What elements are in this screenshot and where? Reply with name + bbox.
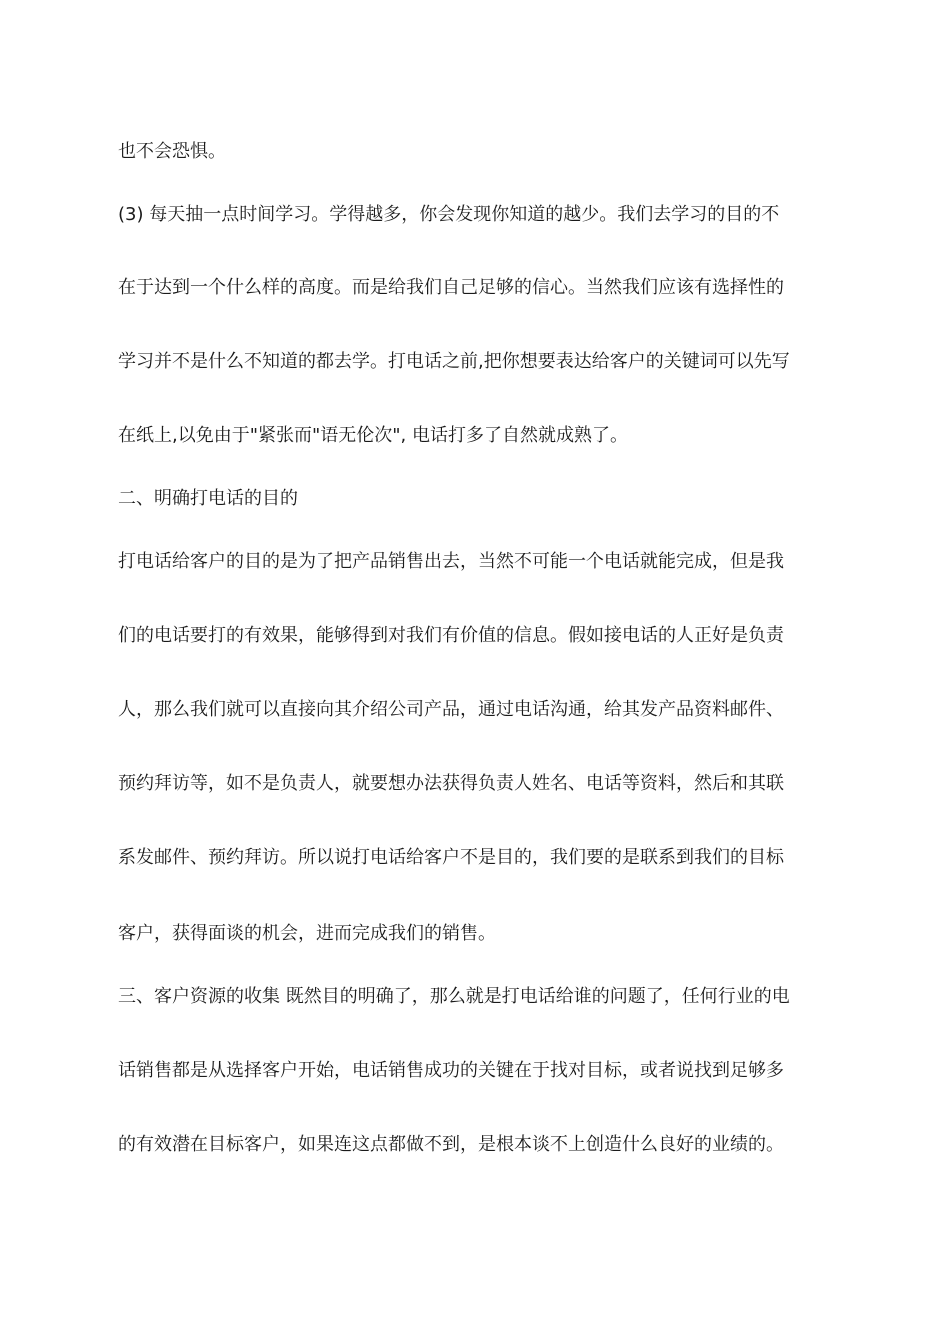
section-heading: 二、明确打电话的目的: [118, 488, 298, 509]
text-line: 人，那么我们就可以直接向其介绍公司产品，通过电话沟通，给其发产品资料邮件、: [118, 699, 784, 720]
text-line: 打电话给客户的目的是为了把产品销售出去，当然不可能一个电话就能完成，但是我: [118, 551, 784, 572]
text-line: 在于达到一个什么样的高度。而是给我们自己足够的信心。当然我们应该有选择性的: [118, 277, 784, 298]
text-line: 学习并不是什么不知道的都去学。打电话之前,把你想要表达给客户的关键词可以先写: [118, 351, 790, 372]
text-line: 系发邮件、预约拜访。所以说打电话给客户不是目的，我们要的是联系到我们的目标: [118, 847, 784, 868]
section-heading: 三、客户资源的收集 既然目的明确了，那么就是打电话给谁的问题了，任何行业的电: [118, 986, 790, 1007]
text-line: 的有效潜在目标客户，如果连这点都做不到，是根本谈不上创造什么良好的业绩的。: [118, 1134, 784, 1155]
text-line: 话销售都是从选择客户开始，电话销售成功的关键在于找对目标，或者说找到足够多: [118, 1060, 784, 1081]
text-line: 客户，获得面谈的机会，进而完成我们的销售。: [118, 923, 496, 944]
text-line: 也不会恐惧。: [118, 141, 226, 162]
text-line: 预约拜访等，如不是负责人，就要想办法获得负责人姓名、电话等资料，然后和其联: [118, 773, 784, 794]
text-line: 们的电话要打的有效果，能够得到对我们有价值的信息。假如接电话的人正好是负责: [118, 625, 784, 646]
text-line: 在纸上,以免由于"紧张而"语无伦次", 电话打多了自然就成熟了。: [118, 425, 629, 446]
text-line: (3) 每天抽一点时间学习。学得越多，你会发现你知道的越少。我们去学习的目的不: [118, 204, 780, 225]
